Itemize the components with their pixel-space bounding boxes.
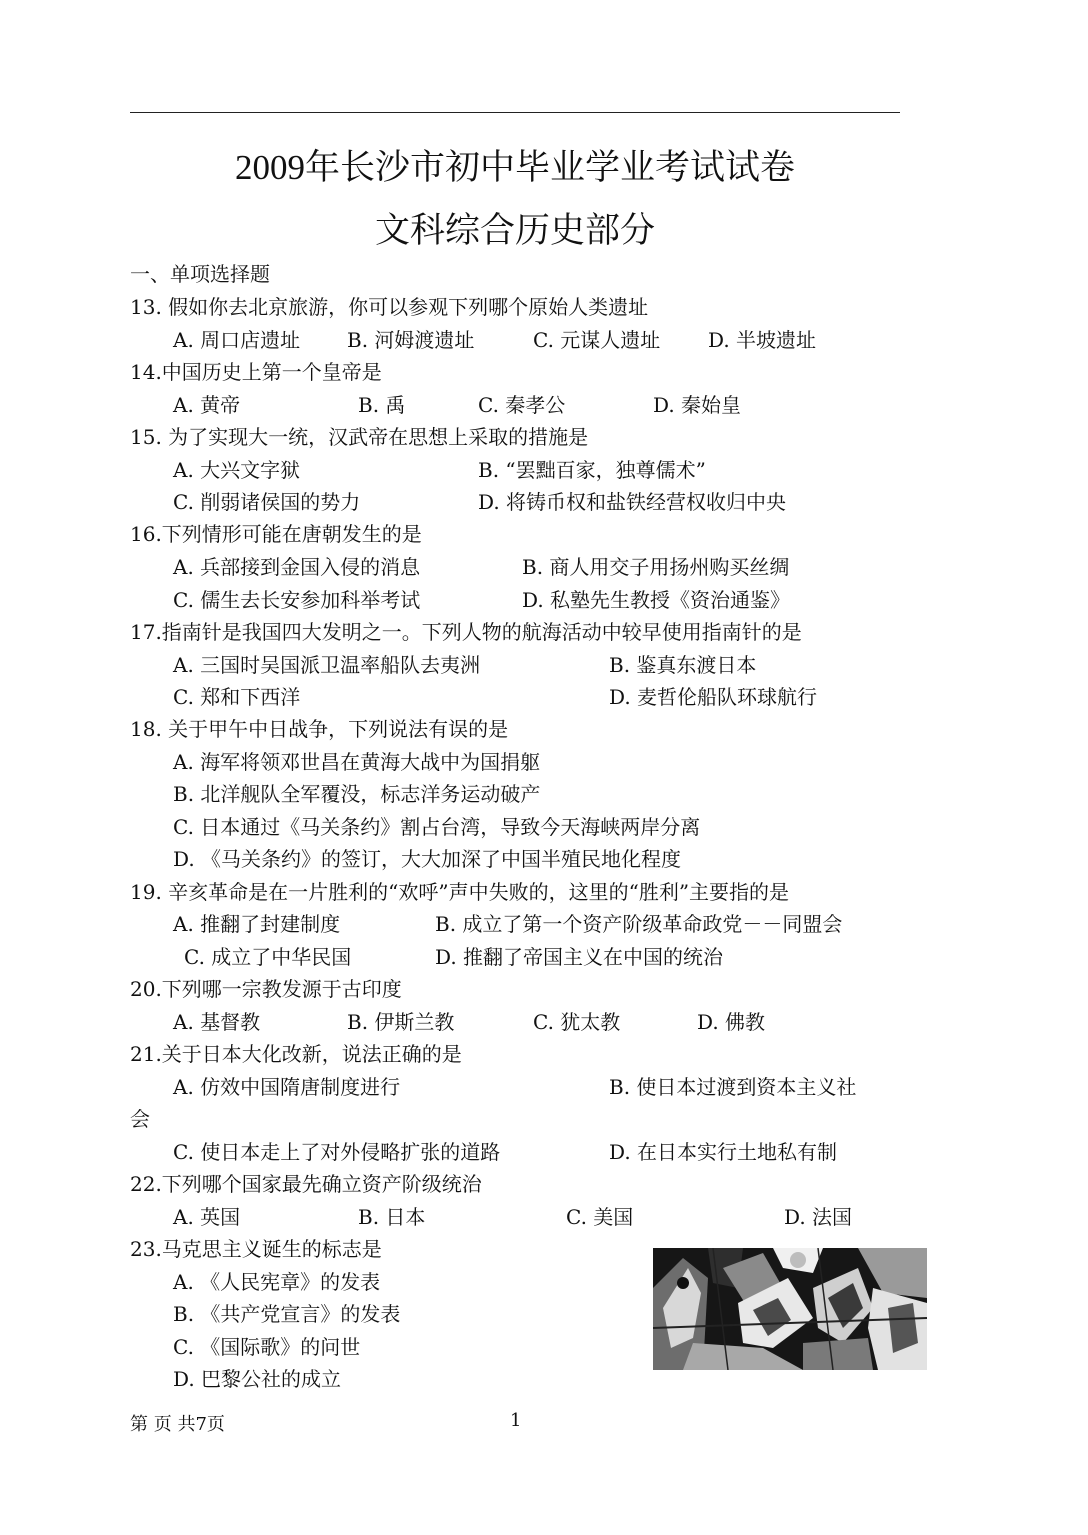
question-17-option-d: D. 麦哲伦船队环球航行 (609, 685, 818, 709)
question-13-option-c: C. 元谋人遗址 (533, 328, 661, 352)
question-21-option-b: B. 使日本过渡到资本主义社 (609, 1075, 857, 1099)
painting-image (653, 1248, 927, 1370)
exam-subtitle: 文科综合历史部分 (374, 211, 655, 250)
question-22-stem: 22.下列哪个国家最先确立资产阶级统治 (130, 1172, 482, 1196)
section-heading: 一、单项选择题 (130, 262, 270, 286)
question-19-option-c: C. 成立了中华民国 (184, 945, 352, 969)
question-21-option-a: A. 仿效中国隋唐制度进行 (173, 1075, 401, 1099)
question-13-option-b: B. 河姆渡遗址 (347, 328, 475, 352)
painting-artwork (653, 1248, 927, 1370)
question-21-option-d: D. 在日本实行土地私有制 (609, 1140, 838, 1164)
question-17-option-c: C. 郑和下西洋 (173, 685, 301, 709)
question-13-option-d: D. 半坡遗址 (708, 328, 817, 352)
question-22-option-c: C. 美国 (566, 1205, 634, 1229)
question-17-option-a: A. 三国时吴国派卫温率船队去夷洲 (173, 653, 481, 677)
question-19-option-a: A. 推翻了封建制度 (173, 912, 341, 936)
question-17-stem: 17.指南针是我国四大发明之一。下列人物的航海活动中较早使用指南针的是 (130, 620, 802, 644)
question-20-option-c: C. 犹太教 (533, 1010, 621, 1034)
question-16-option-a: A. 兵部接到金国入侵的消息 (173, 555, 421, 579)
question-15-option-d: D. 将铸币权和盐铁经营权收归中央 (478, 490, 787, 514)
question-16-option-b: B. 商人用交子用扬州购买丝绸 (522, 555, 790, 579)
question-18-option-d: D. 《马关条约》的签订，大大加深了中国半殖民地化程度 (173, 847, 682, 871)
question-19-option-b: B. 成立了第一个资产阶级革命政党－－同盟会 (435, 912, 843, 936)
question-18-option-a: A. 海军将领邓世昌在黄海大战中为国捐躯 (173, 750, 541, 774)
question-19-stem: 19. 辛亥革命是在一片胜利的“欢呼”声中失败的，这里的“胜利”主要指的是 (130, 880, 790, 904)
question-20-option-d: D. 佛教 (697, 1010, 766, 1034)
footer-page-count: 第 页 共7页 (130, 1414, 225, 1435)
question-16-option-d: D. 私塾先生教授《资治通鉴》 (522, 588, 791, 612)
question-14-option-b: B. 禹 (358, 393, 406, 417)
question-14-option-d: D. 秦始皇 (653, 393, 742, 417)
question-15-option-c: C. 削弱诸侯国的势力 (173, 490, 361, 514)
question-22-option-a: A. 英国 (173, 1205, 241, 1229)
question-21-option-b-wrap: 会 (130, 1107, 150, 1131)
question-23-option-b: B. 《共产党宣言》的发表 (173, 1302, 401, 1326)
question-23-option-a: A. 《人民宪章》的发表 (173, 1270, 381, 1294)
question-19-option-d: D. 推翻了帝国主义在中国的统治 (435, 945, 724, 969)
question-20-stem: 20.下列哪一宗教发源于古印度 (130, 977, 402, 1001)
question-13-stem: 13. 假如你去北京旅游，你可以参观下列哪个原始人类遗址 (130, 295, 649, 319)
question-16-stem: 16.下列情形可能在唐朝发生的是 (130, 522, 422, 546)
question-23-option-d: D. 巴黎公社的成立 (173, 1367, 342, 1391)
footer-page-number: 1 (510, 1410, 522, 1431)
question-18-option-c: C. 日本通过《马关条约》割占台湾，导致今天海峡两岸分离 (173, 815, 701, 839)
question-20-option-a: A. 基督教 (173, 1010, 261, 1034)
question-21-option-c: C. 使日本走上了对外侵略扩张的道路 (173, 1140, 501, 1164)
question-17-option-b: B. 鉴真东渡日本 (609, 653, 757, 677)
question-14-stem: 14.中国历史上第一个皇帝是 (130, 360, 382, 384)
question-14-option-a: A. 黄帝 (173, 393, 241, 417)
question-22-option-d: D. 法国 (784, 1205, 853, 1229)
question-16-option-c: C. 儒生去长安参加科举考试 (173, 588, 421, 612)
question-23-option-c: C. 《国际歌》的问世 (173, 1335, 361, 1359)
question-15-option-a: A. 大兴文字狱 (173, 458, 301, 482)
question-15-option-b: B. “罢黜百家，独尊儒术” (478, 458, 706, 482)
question-13-option-a: A. 周口店遗址 (173, 328, 301, 352)
question-21-stem: 21.关于日本大化改新，说法正确的是 (130, 1042, 462, 1066)
exam-title: 2009年长沙市初中毕业学业考试试卷 (234, 148, 795, 187)
header-rule (130, 112, 900, 113)
question-14-option-c: C. 秦孝公 (478, 393, 566, 417)
question-23-stem: 23.马克思主义诞生的标志是 (130, 1237, 382, 1261)
question-18-stem: 18. 关于甲午中日战争，下列说法有误的是 (130, 717, 509, 741)
question-15-stem: 15. 为了实现大一统，汉武帝在思想上采取的措施是 (130, 425, 589, 449)
question-18-option-b: B. 北洋舰队全军覆没，标志洋务运动破产 (173, 782, 541, 806)
question-22-option-b: B. 日本 (358, 1205, 426, 1229)
question-20-option-b: B. 伊斯兰教 (347, 1010, 455, 1034)
